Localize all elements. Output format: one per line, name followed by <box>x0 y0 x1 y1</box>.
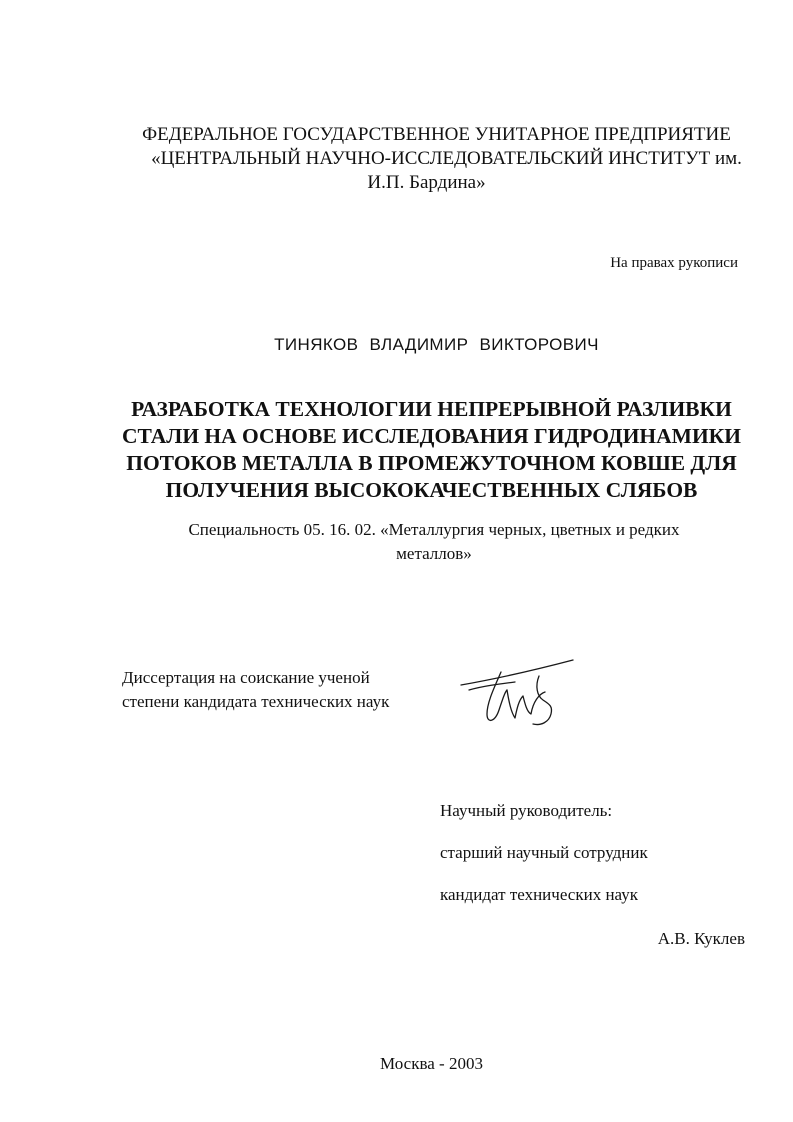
title-line-4: ПОЛУЧЕНИЯ ВЫСОКОКАЧЕСТВЕННЫХ СЛЯБОВ <box>165 478 698 502</box>
handwritten-signature <box>455 652 580 732</box>
supervisor-name: А.В. Куклев <box>657 929 745 948</box>
organization-line-2: «ЦЕНТРАЛЬНЫЙ НАУЧНО-ИССЛЕДОВАТЕЛЬСКИЙ ИНСТИТУТ им. <box>151 148 742 169</box>
supervisor-position: старший научный сотрудник <box>440 843 648 862</box>
city-and-year: Москва - 2003 <box>380 1054 483 1073</box>
spacer <box>440 865 648 883</box>
organization-header <box>0 123 793 195</box>
title-line-1: РАЗРАБОТКА ТЕХНОЛОГИИ НЕПРЕРЫВНОЙ РАЗЛИВКИ <box>131 397 732 421</box>
specialty-line-1: Специальность 05. 16. 02. «Металлургия черных, цветных и редких <box>188 520 680 539</box>
dissertation-line-1: Диссертация на соискание ученой <box>122 668 370 687</box>
author-name: ТИНЯКОВ ВЛАДИМИР ВИКТОРОВИЧ <box>274 335 599 354</box>
manuscript-rights-note: На правах рукописи <box>610 255 738 271</box>
specialty-line-2: металлов» <box>396 544 472 563</box>
organization-line-1: ФЕДЕРАЛЬНОЕ ГОСУДАРСТВЕННОЕ УНИТАРНОЕ ПРЕДПРИЯТИЕ <box>142 124 731 145</box>
dissertation-line-2: степени кандидата технических наук <box>122 692 390 711</box>
title-line-3: ПОТОКОВ МЕТАЛЛА В ПРОМЕЖУТОЧНОМ КОВШЕ ДЛЯ <box>126 451 737 475</box>
organization-line-3: И.П. Бардина» <box>367 172 486 193</box>
dissertation-degree <box>122 666 389 714</box>
scientific-supervisor <box>440 799 648 907</box>
specialty <box>0 518 793 566</box>
spacer <box>440 823 648 841</box>
supervisor-degree: кандидат технических наук <box>440 885 638 904</box>
dissertation-title <box>0 396 793 504</box>
supervisor-heading: Научный руководитель: <box>440 801 613 820</box>
title-line-2: СТАЛИ НА ОСНОВЕ ИССЛЕДОВАНИЯ ГИДРОДИНАМИКИ <box>121 424 741 448</box>
